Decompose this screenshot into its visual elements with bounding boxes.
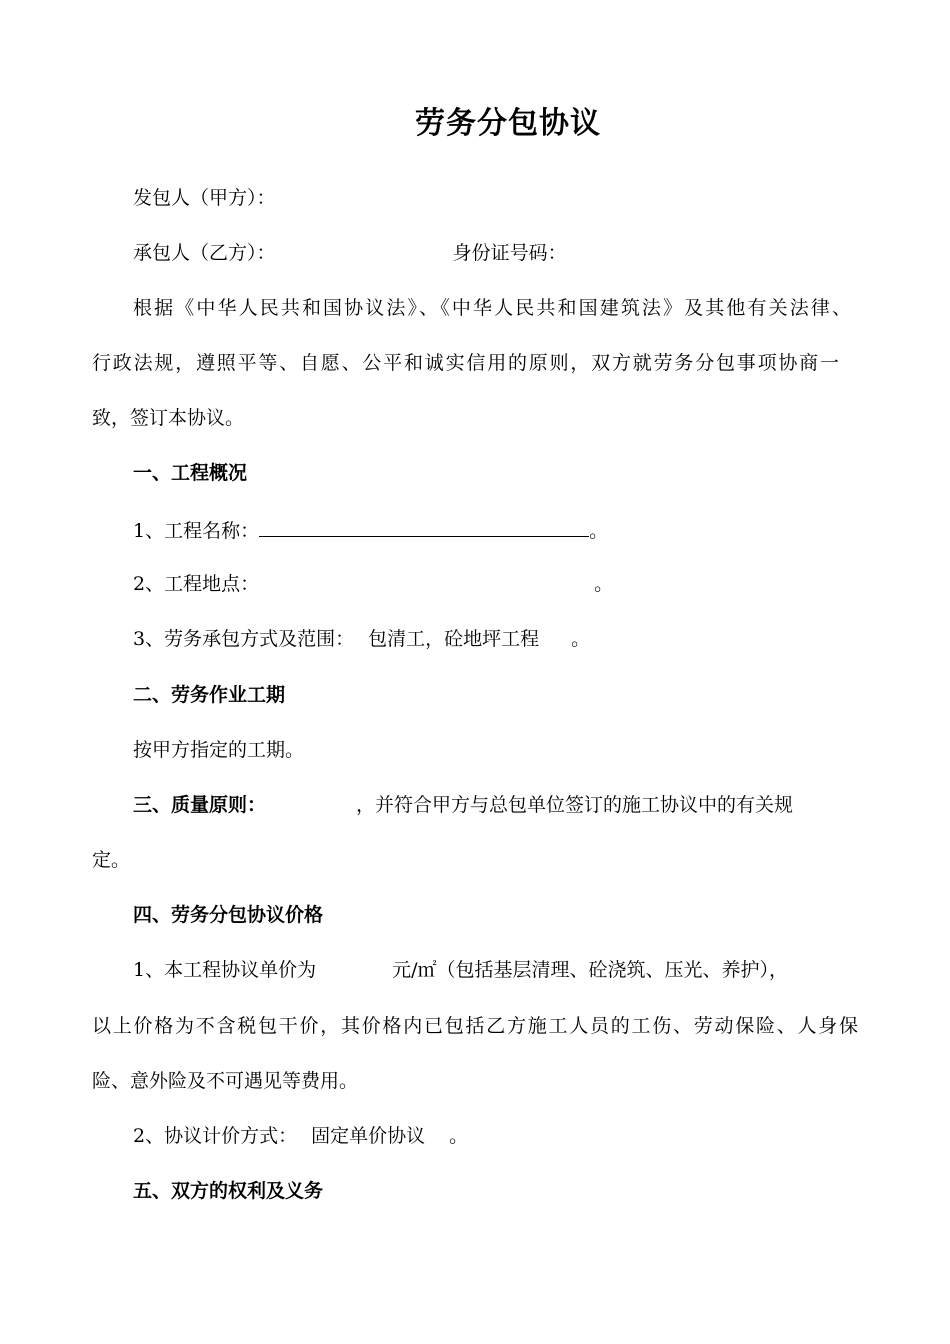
pricing-method-line bbox=[133, 1124, 468, 1148]
party-b-label: 承包人（乙方）： bbox=[133, 242, 276, 264]
project-location-label: 2、工程地点： bbox=[133, 573, 260, 595]
unit-price-line bbox=[133, 958, 788, 982]
party-b-line bbox=[133, 241, 567, 265]
id-number-label: 身份证号码： bbox=[452, 242, 567, 264]
unit-price-line-2: 以上价格为不含税包干价，其价格内已包括乙方施工人员的工伤、劳动保险、人身保 bbox=[92, 1015, 858, 1037]
project-name-blank bbox=[259, 516, 589, 537]
contract-scope-line bbox=[133, 627, 590, 651]
project-name-label: 1、工程名称： bbox=[133, 520, 260, 542]
section-3-text: ，并符合甲方与总包单位签订的施工协议中的有关规 bbox=[356, 794, 794, 816]
contract-scope-label: 3、劳务承包方式及范围： bbox=[133, 628, 355, 650]
document-title: 劳务分包协议 bbox=[415, 106, 601, 141]
pricing-method-label: 2、协议计价方式： bbox=[133, 1125, 298, 1147]
intro-line-2: 行政法规，遵照平等、自愿、公平和诚实信用的原则，双方就劳务分包事项协商一 bbox=[92, 352, 839, 374]
section-4-heading: 四、劳务分包协议价格 bbox=[133, 904, 324, 926]
section-3-line bbox=[133, 793, 793, 817]
project-name-end: 。 bbox=[589, 520, 609, 542]
unit-price-line-3: 险、意外险及不可遇见等费用。 bbox=[92, 1070, 359, 1092]
contract-scope-value: 包清工，砼地坪工程 bbox=[368, 628, 540, 650]
unit-price-rest: 元/㎡（包括基层清理、砼浇筑、压光、养护）， bbox=[392, 959, 788, 981]
project-name-line bbox=[133, 516, 608, 543]
party-a-label: 发包人（甲方）： bbox=[133, 187, 276, 209]
unit-price-start: 1、本工程协议单价为 bbox=[133, 959, 317, 981]
section-2-text: 按甲方指定的工期。 bbox=[133, 739, 305, 761]
section-5-heading: 五、双方的权利及义务 bbox=[133, 1180, 324, 1202]
section-3-heading: 三、质量原则： bbox=[133, 794, 267, 816]
intro-line-3: 致，签订本协议。 bbox=[92, 407, 245, 429]
intro-line-1: 根据《中华人民共和国协议法》、《中华人民共和国建筑法》及其他有关法律、 bbox=[133, 297, 851, 319]
party-a-line bbox=[133, 186, 276, 210]
project-location-end: 。 bbox=[594, 573, 614, 595]
section-2-heading: 二、劳务作业工期 bbox=[133, 684, 286, 706]
project-location-line bbox=[133, 572, 613, 596]
section-3-text-2: 定。 bbox=[92, 849, 131, 871]
contract-scope-end: 。 bbox=[571, 628, 591, 650]
pricing-method-end: 。 bbox=[449, 1125, 469, 1147]
pricing-method-value: 固定单价协议 bbox=[311, 1125, 426, 1147]
section-1-heading: 一、工程概况 bbox=[133, 462, 248, 484]
